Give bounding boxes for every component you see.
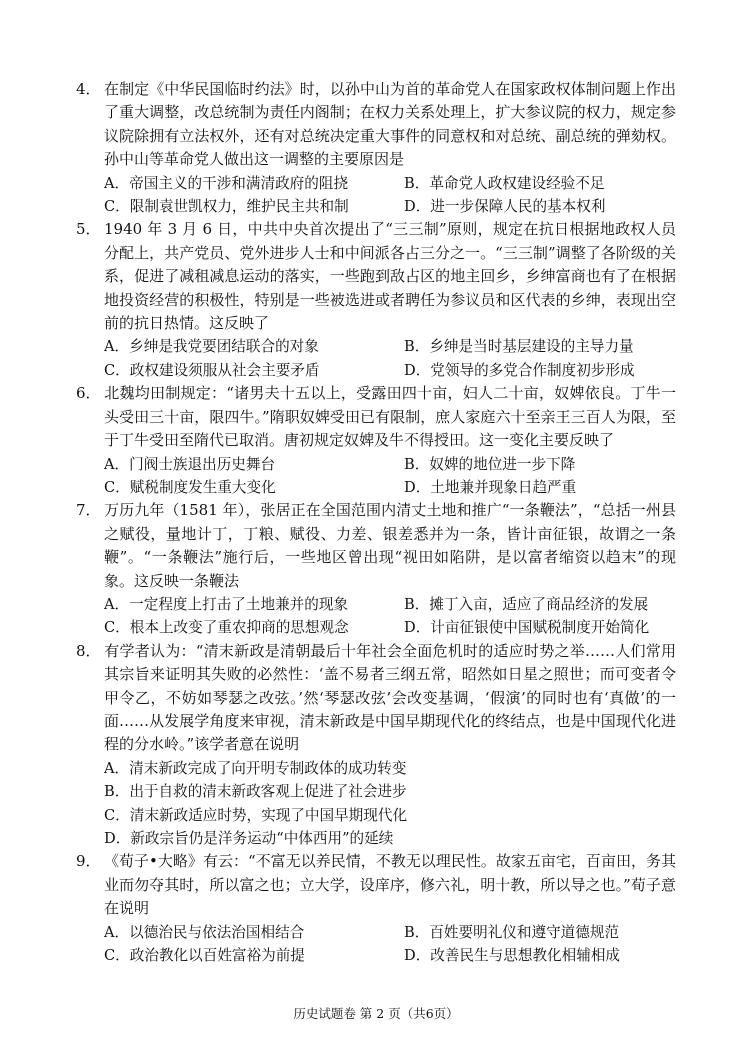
question-text: 有学者认为：“清末新政是清朝最后十年社会全面危机时的适应时势之举……人们常用其宗旨来证明其失败的必然性：‘盖不易者三纲五常，昭然如日星之照世；而可变者令甲令乙，不妨如琴瑟之改弦。’然‘琴瑟改弦’会改变基调，‘假演’的同时也有‘真做’的一面……从发展学角度来审视，清末新政是中国早期现代化的终结点，也是中国现代化进程的分水岭。”该学者意在说明 xyxy=(104,641,676,754)
question-4 xyxy=(76,78,676,218)
option-b[interactable]: B．革命党人政权建设经验不足 xyxy=(404,174,605,192)
option-c[interactable]: C．政治教化以百姓富裕为前提 xyxy=(104,947,305,965)
option-list xyxy=(76,172,676,219)
option-d[interactable]: D．计亩征银使中国赋税制度开始简化 xyxy=(404,619,650,637)
option-list xyxy=(76,593,676,640)
option-c[interactable]: C．限制袁世凯权力，维护民主共和制 xyxy=(104,198,349,216)
question-7 xyxy=(76,499,676,639)
question-6 xyxy=(76,382,676,499)
page-footer: 历史试题卷 第 2 页（共6页） xyxy=(293,1006,459,1021)
question-text: 万历九年（1581 年），张居正在全国范围内清丈土地和推广“一条鞭法”，“总括一州县之赋役，量地计丁，丁粮、赋役、力差、银差悉并为一条，皆计亩征银，故谓之一条鞭”。“一条鞭法”施行后，一些地区曾出现“视田如陷阱，是以富者缩资以趋末”的现象。这反映一条鞭法 xyxy=(104,501,676,590)
option-b[interactable]: B．摊丁入亩，适应了商品经济的发展 xyxy=(404,595,649,613)
option-list xyxy=(76,921,676,968)
option-b[interactable]: B．奴婢的地位进一步下降 xyxy=(404,455,576,473)
question-stem xyxy=(76,382,676,452)
question-number: 7． xyxy=(76,501,101,520)
option-d[interactable]: D．党领导的多党合作制度初步形成 xyxy=(404,361,635,379)
question-number: 9． xyxy=(76,852,101,871)
question-5 xyxy=(76,218,676,382)
option-d[interactable]: D．新政宗旨仍是洋务运动“中体西用”的延续 xyxy=(104,830,394,847)
option-a[interactable]: A．以德治民与依法治国相结合 xyxy=(104,923,305,941)
question-number: 4． xyxy=(76,80,101,98)
question-stem xyxy=(76,218,676,335)
question-stem xyxy=(76,640,676,757)
option-c[interactable]: C．政权建设须服从社会主要矛盾 xyxy=(104,361,320,379)
option-c[interactable]: C．根本上改变了重农抑商的思想观念 xyxy=(104,619,349,637)
option-c[interactable]: C．清末新政适应时势，实现了中国早期现代化 xyxy=(104,806,408,824)
question-text: 《荀子•大略》有云：“不富无以养民情，不教无以理民性。故家五亩宅，百亩田，务其业而勿夺其时，所以富之也；立大学，设庠序，修六礼，明十教，所以导之也。”荀子意在说明 xyxy=(104,852,676,918)
question-stem xyxy=(76,850,676,920)
option-c[interactable]: C．赋税制度发生重大变化 xyxy=(104,478,276,496)
option-b[interactable]: B．出于自救的清末新政客观上促进了社会进步 xyxy=(104,783,407,801)
option-list xyxy=(76,453,676,500)
question-list xyxy=(76,78,676,967)
question-text: 在制定《中华民国临时约法》时，以孙中山为首的革命党人在国家政权体制问题上作出了重大调整，改总统制为责任内阁制；在权力关系处理上，扩大参议院的权力，规定参议院除拥有立法权外，还有对总统决定重大事件的同意权和对总统、副总统的弹劾权。孙中山等革命党人做出这一调整的主要原因是 xyxy=(104,80,676,169)
option-b[interactable]: B．乡绅是当时基层建设的主导力量 xyxy=(404,338,634,356)
question-number: 5． xyxy=(76,220,101,239)
question-text: 1940 年 3 月 6 日，中共中央首次提出了“三三制”原则，规定在抗日根据地政权人员分配上，共产党员、党外进步人士和中间派各占三分之一。“三三制”调整了各阶级的关系，促进了减租减息运动的落实，一些跑到敌占区的地主回乡，乡绅富商也有了在根据地投资经营的积极性，特别是一些被选进或者聘任为参议员和区代表的乡绅，表现出空前的抗日热情。这反映了 xyxy=(104,220,676,333)
question-stem xyxy=(76,499,676,593)
question-number: 8． xyxy=(76,641,101,660)
option-a[interactable]: A．帝国主义的干涉和满清政府的阻挠 xyxy=(104,174,349,192)
option-a[interactable]: A．门阀士族退出历史舞台 xyxy=(104,455,276,473)
option-d[interactable]: D．改善民生与思想教化相辅相成 xyxy=(404,947,621,965)
question-number: 6． xyxy=(76,384,101,403)
option-a[interactable]: A．乡绅是我党要团结联合的对象 xyxy=(104,338,319,356)
question-stem xyxy=(76,78,676,172)
option-d[interactable]: D．进一步保障人民的基本权利 xyxy=(404,198,606,216)
option-a[interactable]: A．一定程度上打击了土地兼并的现象 xyxy=(104,595,349,613)
option-b[interactable]: B．百姓要明礼仪和遵守道德规范 xyxy=(404,923,620,941)
question-8 xyxy=(76,640,676,851)
option-list xyxy=(76,757,676,851)
option-list xyxy=(76,335,676,382)
option-d[interactable]: D．土地兼并现象日趋严重 xyxy=(404,478,577,496)
question-9 xyxy=(76,850,676,967)
option-a[interactable]: A．清末新政完成了向开明专制政体的成功转变 xyxy=(104,759,407,777)
question-text: 北魏均田制规定：“诸男夫十五以上，受露田四十亩，妇人二十亩，奴婢依良。丁牛一头受田三十亩，限四牛。”隋职奴婢受田已有限制，庶人家庭六十至亲王三百人为限，至于丁牛受田至隋代已取消。唐初规定奴婢及牛不得授田。这一变化主要反映了 xyxy=(104,384,676,450)
